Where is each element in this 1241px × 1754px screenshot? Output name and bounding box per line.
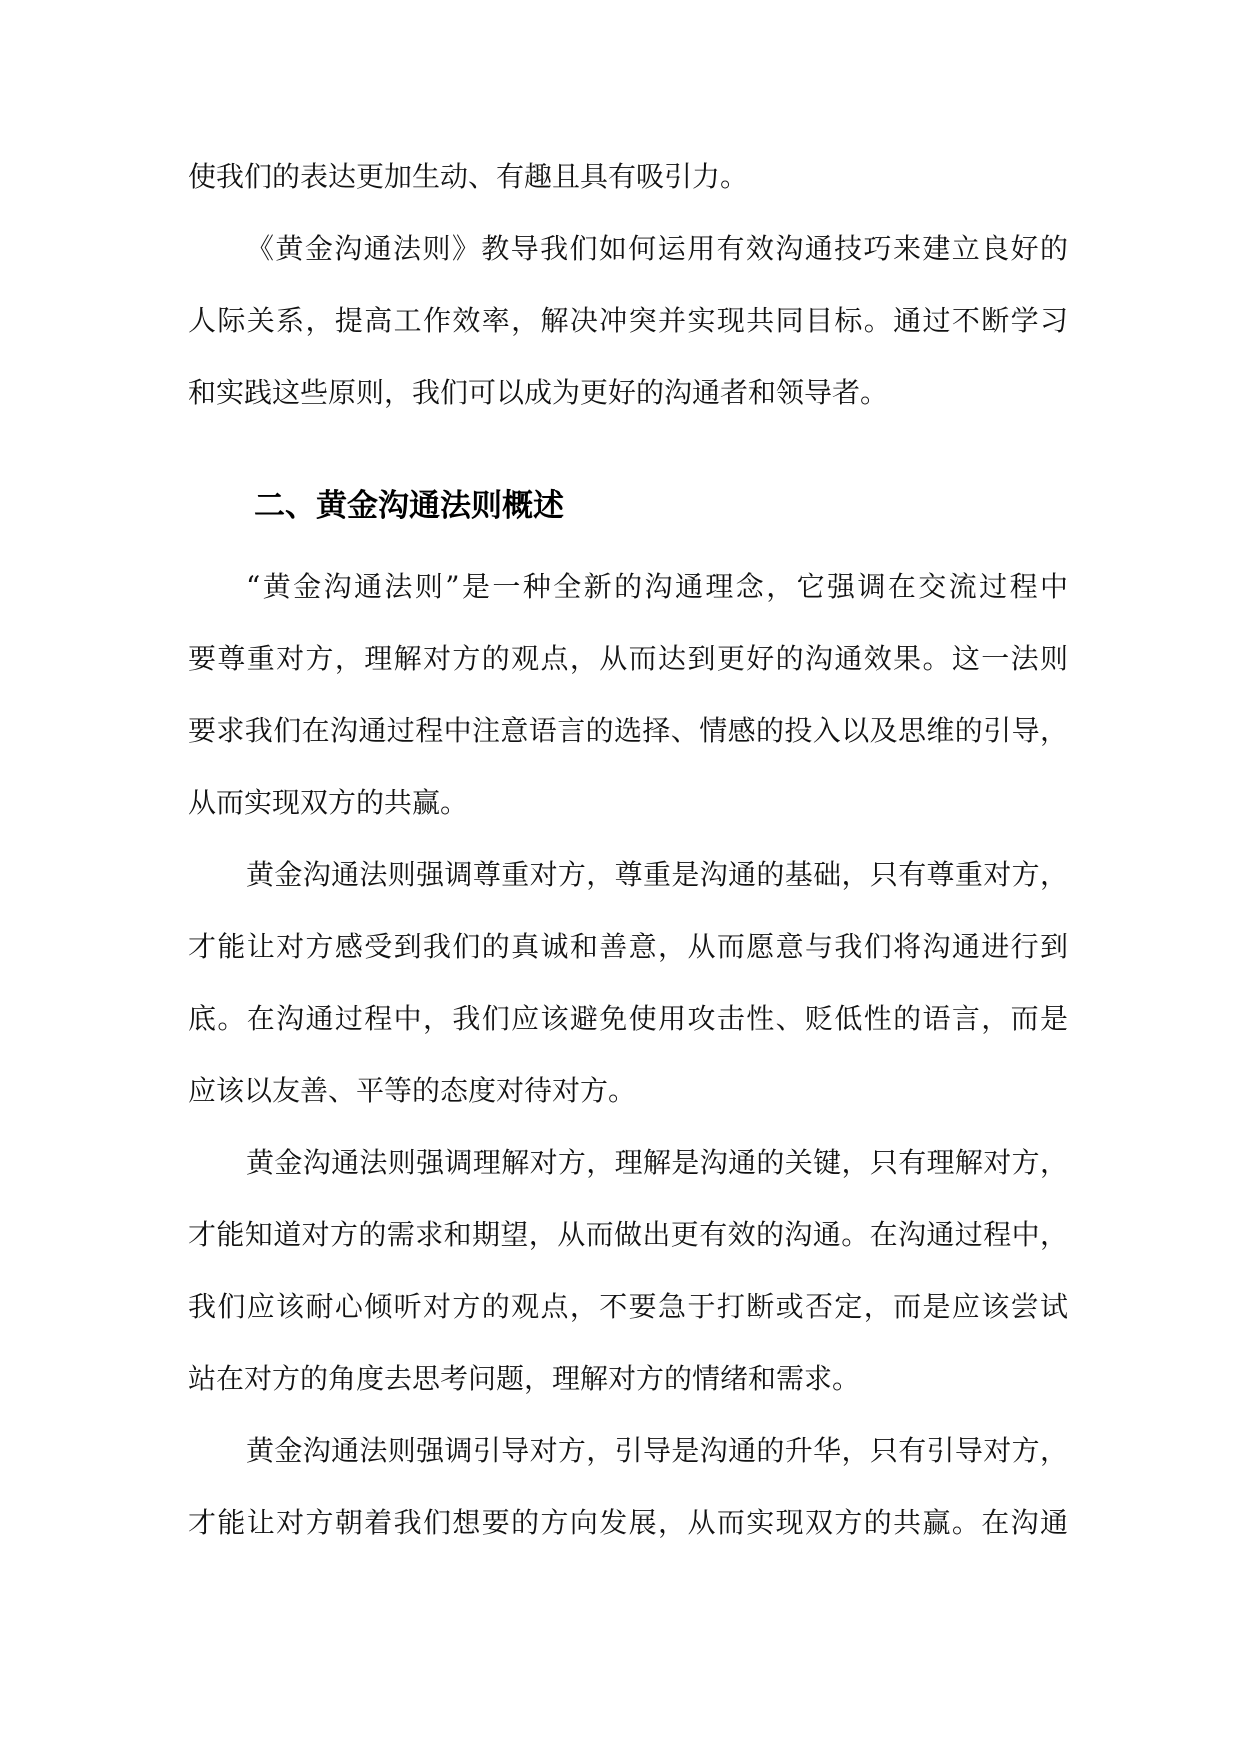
text-line: 我们应该耐心倾听对方的观点，不要急于打断或否定，而是应该尝试 xyxy=(188,1290,1068,1323)
text-line: 黄金沟通法则强调理解对方，理解是沟通的关键，只有理解对方， xyxy=(246,1146,1068,1179)
text-line: 《黄金沟通法则》教导我们如何运用有效沟通技巧来建立良好的 xyxy=(246,232,1068,265)
text-line: “黄金沟通法则”是一种全新的沟通理念，它强调在交流过程中 xyxy=(246,570,1068,603)
text-line: 才能知道对方的需求和期望，从而做出更有效的沟通。在沟通过程中， xyxy=(188,1218,1068,1251)
text-line: 才能让对方朝着我们想要的方向发展，从而实现双方的共赢。在沟通 xyxy=(188,1506,1068,1539)
text-line: 应该以友善、平等的态度对待对方。 xyxy=(188,1074,637,1107)
text-line: 和实践这些原则，我们可以成为更好的沟通者和领导者。 xyxy=(188,376,889,409)
text-line: 底。在沟通过程中，我们应该避免使用攻击性、贬低性的语言，而是 xyxy=(188,1002,1068,1035)
text-line: 使我们的表达更加生动、有趣且具有吸引力。 xyxy=(188,160,749,193)
text-line: 要求我们在沟通过程中注意语言的选择、情感的投入以及思维的引导， xyxy=(188,714,1068,747)
text-line: 黄金沟通法则强调尊重对方，尊重是沟通的基础，只有尊重对方， xyxy=(246,858,1068,891)
text-line: 黄金沟通法则强调引导对方，引导是沟通的升华，只有引导对方， xyxy=(246,1434,1068,1467)
text-line: 从而实现双方的共赢。 xyxy=(188,786,469,819)
text-line: 要尊重对方，理解对方的观点，从而达到更好的沟通效果。这一法则 xyxy=(188,642,1068,675)
section-heading: 二、黄金沟通法则概述 xyxy=(254,488,564,524)
text-line: 站在对方的角度去思考问题，理解对方的情绪和需求。 xyxy=(188,1362,861,1395)
text-line: 人际关系，提高工作效率，解决冲突并实现共同目标。通过不断学习 xyxy=(188,304,1068,337)
text-line: 才能让对方感受到我们的真诚和善意，从而愿意与我们将沟通进行到 xyxy=(188,930,1068,963)
